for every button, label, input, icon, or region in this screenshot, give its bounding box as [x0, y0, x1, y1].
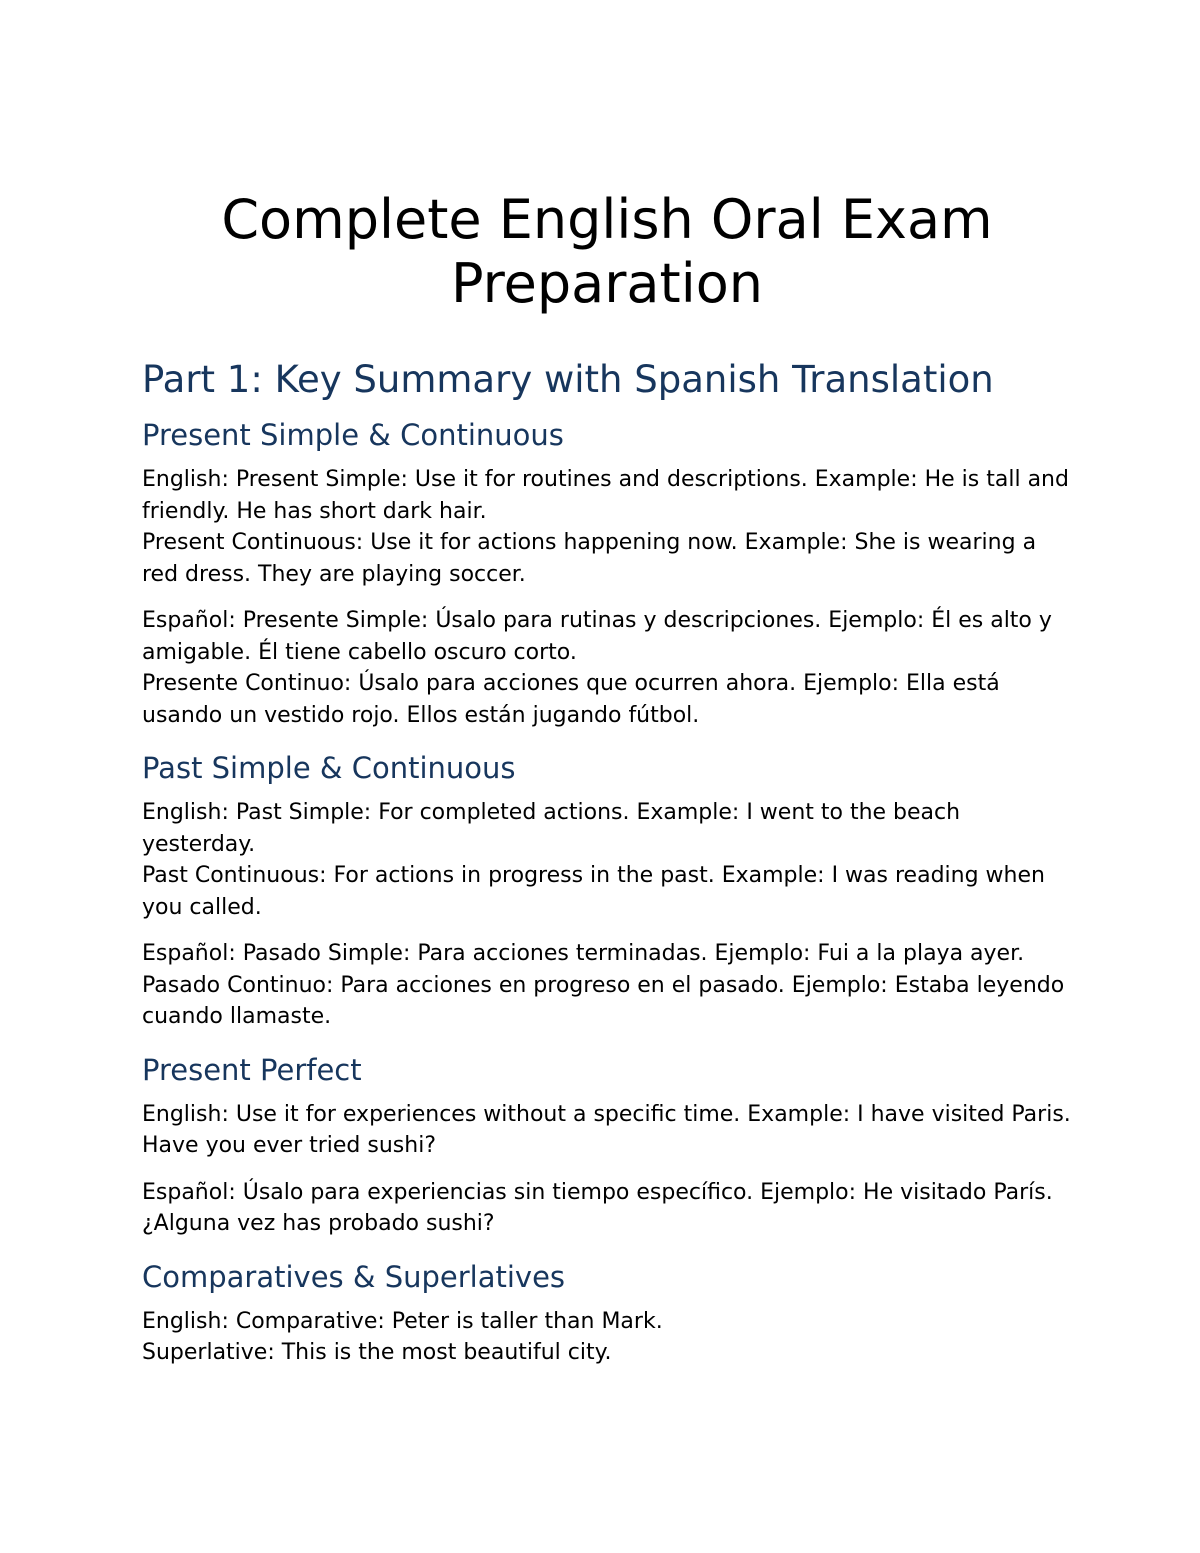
spanish-paragraph	[142, 1177, 1072, 1240]
section-heading: Present Perfect	[142, 1052, 362, 1087]
section-heading: Past Simple & Continuous	[142, 751, 516, 785]
paragraph-line: Past Continuous: For actions in progress in the past. Example: I was reading when you called.	[142, 863, 1045, 920]
paragraph-line: English: Past Simple: For completed actions. Example: I went to the beach yesterday.	[142, 800, 961, 857]
spanish-paragraph	[142, 605, 1072, 731]
section-heading: Present Simple & Continuous	[142, 418, 564, 452]
paragraph-line: English: Use it for experiences without a specific time. Example: I have visited Paris. Have you ever tried sushi?	[142, 1101, 1071, 1158]
paragraph-line: Pasado Continuo: Para acciones en progreso en el pasado. Ejemplo: Estaba leyendo cuando llamaste.	[142, 972, 1065, 1029]
paragraph-line: English: Present Simple: Use it for routines and descriptions. Example: He is tall and friendly. He has short dark hair.	[142, 467, 1069, 524]
section-past-simple-continuous	[142, 749, 1072, 1033]
paragraph-line: Español: Úsalo para experiencias sin tiempo específico. Ejemplo: He visitado París. ¿Alguna vez has probado sushi?	[142, 1179, 1053, 1236]
paragraph-line: Español: Pasado Simple: Para acciones terminadas. Ejemplo: Fui a la playa ayer.	[142, 941, 1025, 966]
section-present-perfect	[142, 1051, 1072, 1240]
english-paragraph	[142, 1306, 1072, 1369]
paragraph-line: Español: Presente Simple: Úsalo para rutinas y descripciones. Ejemplo: Él es alto y amigable. Él tiene cabello oscuro corto.	[142, 608, 1052, 665]
english-paragraph	[142, 464, 1072, 590]
document-title: Complete English Oral Exam Preparation	[221, 188, 993, 315]
paragraph-line: Superlative: This is the most beautiful city.	[142, 1340, 612, 1365]
part-1-heading: Part 1: Key Summary with Spanish Translation	[142, 358, 994, 401]
document-page	[142, 188, 1072, 1369]
spanish-paragraph	[142, 938, 1072, 1033]
paragraph-line: English: Comparative: Peter is taller than Mark.	[142, 1308, 663, 1334]
section-present-simple-continuous	[142, 416, 1072, 731]
paragraph-line: Present Continuous: Use it for actions happening now. Example: She is wearing a red dress. They are playing soccer.	[142, 530, 1037, 587]
english-paragraph	[142, 797, 1072, 923]
section-heading: Comparatives & Superlatives	[142, 1259, 566, 1294]
section-comparatives-superlatives	[142, 1258, 1072, 1369]
paragraph-line: Presente Continuo: Úsalo para acciones que ocurren ahora. Ejemplo: Ella está usando un vestido rojo. Ellos están jugando fútbol.	[142, 671, 1000, 728]
english-paragraph	[142, 1099, 1072, 1162]
